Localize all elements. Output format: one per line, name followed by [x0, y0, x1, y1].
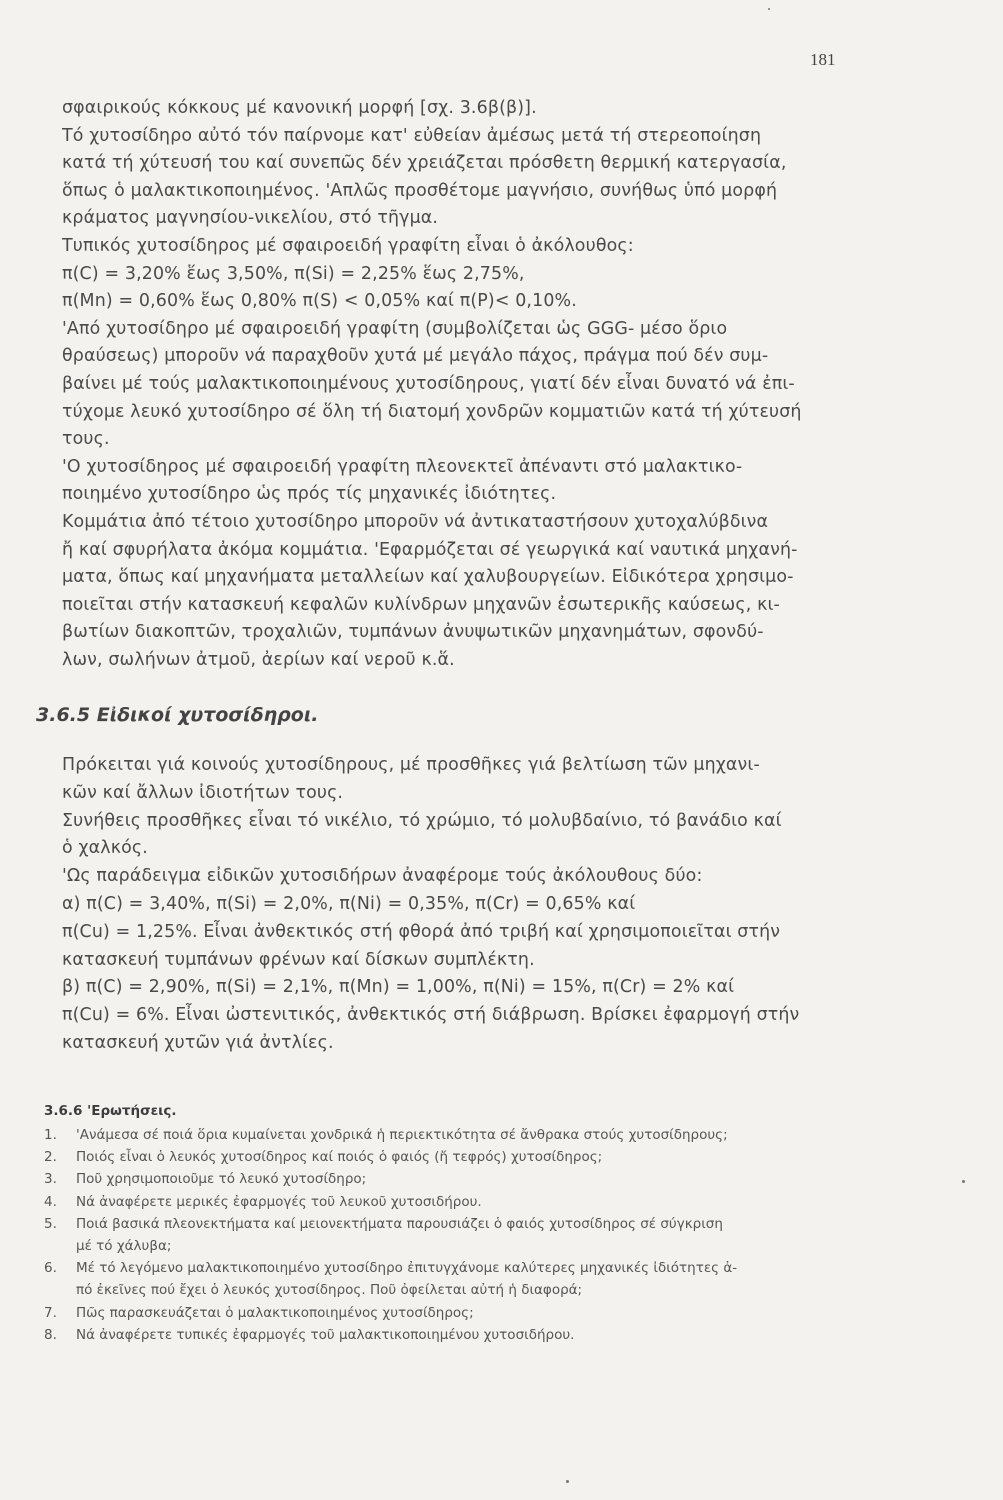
questions-heading: 3.6.6 'Ερωτήσεις.	[44, 1103, 177, 1119]
question-item	[44, 1191, 864, 1213]
question-text: Μέ τό λεγόμενο μαλακτικοποιημένο χυτοσίδηρο ἐπιτυγχάνομε καλύτερες μηχανικές ἰδιότητες ἀ-	[76, 1260, 738, 1277]
questions-list	[44, 1124, 864, 1346]
question-number: 8.	[44, 1326, 57, 1343]
body-line: ποιημένο χυτοσίδηρο ὡς πρός τίς μηχανικές ἰδιότητες.	[62, 484, 557, 505]
scan-speck	[962, 1180, 965, 1183]
question-number: 1.	[44, 1127, 57, 1143]
section-line: κατασκευή τυμπάνων φρένων καί δίσκων συμπλέκτη.	[62, 949, 535, 970]
question-number: 4.	[44, 1193, 57, 1210]
question-item	[44, 1302, 864, 1324]
formula-line: α) π(C) = 3,40%, π(Si) = 2,0%, π(Ni) = 0,35%, π(Cr) = 0,65% καί	[62, 893, 636, 914]
body-line: Κομμάτια ἀπό τέτοιο χυτοσίδηρο μποροῦν νά ἀντικαταστήσουν χυτοχαλύβδινα	[62, 511, 769, 532]
body-line: κατά τή χύτευσή του καί συνεπῶς δέν χρειάζεται πρόσθετη θερμική κατεργασία,	[62, 153, 787, 174]
section-line: κῶν καί ἄλλων ἰδιοτήτων τους.	[62, 782, 344, 803]
question-text: Νά ἀναφέρετε τυπικές ἐφαρμογές τοῦ μαλακτικοποιημένου χυτοσιδήρου.	[76, 1326, 575, 1343]
formula-line: π(C) = 3,20% ἕως 3,50%, π(Si) = 2,25% ἕως 2,75%,	[62, 263, 525, 284]
body-line: βωτίων διακοπτῶν, τροχαλιῶν, τυμπάνων ἀνυψωτικῶν μηχανημάτων, σφονδύ-	[62, 622, 764, 643]
body-line: ματα, ὅπως καί μηχανήματα μεταλλείων καί χαλυβουργείων. Εἰδικότερα χρησιμο-	[62, 567, 794, 588]
question-text: Ποιός εἶναι ὁ λευκός χυτοσίδηρος καί ποιός ὁ φαιός (ἤ τεφρός) χυτοσίδηρος;	[76, 1149, 603, 1166]
question-item	[44, 1146, 864, 1168]
question-text: Νά ἀναφέρετε μερικές ἐφαρμογές τοῦ λευκοῦ χυτοσιδήρου.	[76, 1193, 482, 1210]
section-line: π(Cu) = 1,25%. Εἶναι ἀνθεκτικός στή φθορά ἀπό τριβή καί χρησιμοποιεῖται στήν	[62, 921, 781, 942]
body-line: ἤ καί σφυρήλατα ἀκόμα κομμάτια. 'Εφαρμόζεται σέ γεωργικά καί ναυτικά μηχανή-	[62, 539, 798, 560]
question-number: 7.	[44, 1304, 57, 1321]
body-line: τύχομε λευκό χυτοσίδηρο σέ ὅλη τή διατομή χονδρῶν κομματιῶν κατά τή χύτευσή	[62, 401, 802, 422]
section-line: κατασκευή χυτῶν γιά ἀντλίες.	[62, 1032, 334, 1053]
section-line: π(Cu) = 6%. Εἶναι ὠστενιτικός, ἀνθεκτικός στή διάβρωση. Βρίσκει ἐφαρμογή στήν	[62, 1005, 800, 1026]
section-line: 'Ως παράδειγμα εἰδικῶν χυτοσιδήρων ἀναφέρομε τούς ἀκόλουθους δύο:	[62, 866, 703, 887]
question-number: 6.	[44, 1260, 57, 1277]
question-item	[44, 1124, 864, 1146]
scan-speck	[768, 8, 770, 10]
body-line: ὅπως ὁ μαλακτικοποιημένος. 'Απλῶς προσθέτομε μαγνήσιο, συνήθως ὑπό μορφή	[62, 180, 778, 201]
section-line: Συνήθεις προσθῆκες εἶναι τό νικέλιο, τό χρώμιο, τό μολυβδαίνιο, τό βανάδιο καί	[62, 810, 782, 831]
body-line: κράματος μαγνησίου-νικελίου, στό τῆγμα.	[62, 208, 439, 229]
question-text: Ποῦ χρησιμοποιοῦμε τό λευκό χυτοσίδηρο;	[76, 1171, 367, 1188]
section-line: ὁ χαλκός.	[62, 838, 148, 859]
body-line: 'Ο χυτοσίδηρος μέ σφαιροειδή γραφίτη πλεονεκτεῖ ἀπέναντι στό μαλακτικο-	[62, 456, 743, 477]
body-line: τους.	[62, 429, 110, 450]
body-line: σφαιρικούς κόκκους μέ κανονική μορφή [σχ. 3.6β(β)].	[62, 98, 537, 118]
body-line: θραύσεως) μποροῦν νά παραχθοῦν χυτά μέ μεγάλο πάχος, πράγμα πού δέν συμ-	[62, 346, 769, 367]
section-text	[62, 752, 857, 1058]
section-line: Πρόκειται γιά κοινούς χυτοσίδηρους, μέ προσθῆκες γιά βελτίωση τῶν μηχανι-	[62, 755, 760, 775]
question-item	[44, 1213, 864, 1235]
body-line: λων, σωλήνων ἀτμοῦ, ἀερίων καί νεροῦ κ.ἅ.	[62, 649, 455, 670]
body-line: 'Από χυτοσίδηρο μέ σφαιροειδή γραφίτη (συμβολίζεται ὡς GGG- μέσο ὅριο	[62, 318, 728, 339]
question-text: Πῶς παρασκευάζεται ὁ μαλακτικοποιημένος χυτοσίδηρος;	[76, 1304, 474, 1321]
formula-line: β) π(C) = 2,90%, π(Si) = 2,1%, π(Mn) = 1,00%, π(Ni) = 15%, π(Cr) = 2% καί	[62, 977, 735, 998]
body-line: Τυπικός χυτοσίδηρος μέ σφαιροειδή γραφίτη εἶναι ὁ ἀκόλουθος:	[62, 235, 634, 256]
page-number: 181	[810, 50, 836, 69]
question-number: 3.	[44, 1171, 57, 1188]
question-continuation: μέ τό χάλυβα;	[76, 1238, 172, 1255]
body-line: βαίνει μέ τούς μαλακτικοποιημένους χυτοσίδηρους, γιατί δέν εἶναι δυνατό νά ἐπι-	[62, 373, 795, 394]
question-number: 2.	[44, 1149, 57, 1166]
question-text: 'Ανάμεσα σέ ποιά ὅρια κυμαίνεται χονδρικά ἡ περιεκτικότητα σέ ἄνθρακα στούς χυτοσίδηρους;	[76, 1127, 728, 1143]
body-line: ποιεῖται στήν κατασκευή κεφαλῶν κυλίνδρων μηχανῶν ἐσωτερικῆς καύσεως, κι-	[62, 594, 780, 615]
question-continuation: πό ἐκεῖνες πού ἔχει ὁ λευκός χυτοσίδηρος. Ποῦ ὀφείλεται αὐτή ἡ διαφορά;	[76, 1282, 583, 1299]
scan-speck	[566, 1480, 569, 1483]
formula-line: π(Mn) = 0,60% ἕως 0,80% π(S) < 0,05% καί π(P)< 0,10%.	[62, 291, 577, 312]
question-item	[44, 1257, 864, 1279]
question-item	[44, 1324, 864, 1346]
body-line: Τό χυτοσίδηρο αὐτό τόν παίρνομε κατ' εὐθείαν ἀμέσως μετά τή στερεοποίηση	[62, 125, 762, 146]
question-item	[44, 1168, 864, 1190]
body-text	[62, 95, 862, 674]
question-text: Ποιά βασικά πλεονεκτήματα καί μειονεκτήματα παρουσιάζει ὁ φαιός χυτοσίδηρος σέ σύγκριση	[76, 1215, 723, 1232]
section-heading: 3.6.5 Εἰδικοί χυτοσίδηροι.	[36, 704, 319, 726]
question-number: 5.	[44, 1215, 57, 1232]
